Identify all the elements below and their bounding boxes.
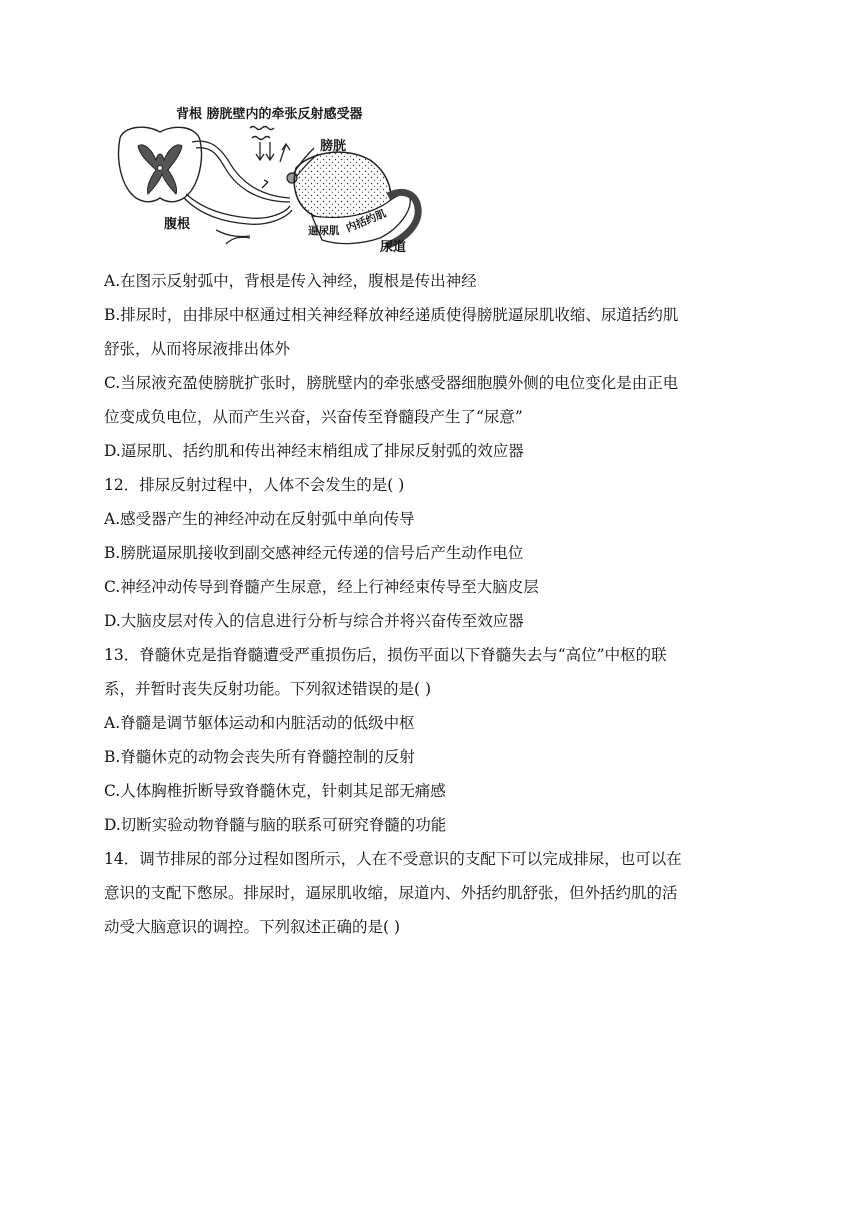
figure-label-bladder: 膀胱 [320, 139, 347, 154]
stimulus-arrows [250, 127, 290, 189]
figure-label-ventral-root: 腹根 [164, 217, 191, 232]
q11-options [104, 264, 754, 468]
q13-stem-line1: 13．脊髓休克是指脊髓遭受严重损伤后，损伤平面以下脊髓失去与“高位”中枢的联 [104, 646, 667, 664]
q13-option-d: D.切断实验动物脊髓与脑的联系可研究脊髓的功能 [104, 816, 447, 834]
figure-label-top: 背根 膀胱壁内的牵张反射感受器 [176, 107, 363, 122]
q12-stem: 12．排尿反射过程中，人体不会发生的是( ) [104, 476, 405, 494]
q14-stem-line3: 动受大脑意识的调控。下列叙述正确的是( ) [104, 918, 401, 936]
q12-option-c: C.神经冲动传导到脊髓产生尿意，经上行神经束传导至大脑皮层 [104, 578, 539, 596]
figure-label-detrusor: 逼尿肌 [308, 225, 340, 237]
figure-label-urethra: 尿道 [380, 240, 407, 255]
q14-stem-line1: 14．调节排尿的部分过程如图所示，人在不受意识的支配下可以完成排尿，也可以在 [104, 850, 682, 868]
q12-option-d: D.大脑皮层对传入的信息进行分析与综合并将兴奋传至效应器 [104, 612, 524, 630]
question-14 [104, 842, 754, 944]
figure-label-sphincter: 内括约肌 [344, 207, 388, 235]
q11-option-d: D.逼尿肌、括约肌和传出神经末梢组成了排尿反射弧的效应器 [104, 442, 524, 460]
q14-stem-line2: 意识的支配下憋尿。排尿时，逼尿肌收缩，尿道内、外括约肌舒张，但外括约肌的活 [104, 884, 678, 902]
q11-option-b-line1: B.排尿时，由排尿中枢通过相关神经释放神经递质使得膀胱逼尿肌收缩、尿道括约肌 [104, 306, 679, 324]
question-12 [104, 468, 754, 638]
q13-option-b: B.脊髓休克的动物会丧失所有脊髓控制的反射 [104, 748, 415, 766]
q11-option-b-line2: 舒张，从而将尿液排出体外 [104, 340, 291, 358]
q12-option-b: B.膀胱逼尿肌接收到副交感神经元传递的信号后产生动作电位 [104, 544, 524, 562]
reflex-arc-figure [100, 98, 430, 260]
question-content [104, 264, 754, 944]
q11-option-c-line1: C.当尿液充盈使膀胱扩张时，膀胱壁内的牵张感受器细胞膜外侧的电位变化是由正电 [104, 374, 679, 392]
q13-stem-line2: 系，并暂时丧失反射功能。下列叙述错误的是( ) [104, 680, 432, 698]
q11-option-a: A.在图示反射弧中，背根是传入神经，腹根是传出神经 [104, 272, 477, 290]
q13-option-a: A.脊髓是调节躯体运动和内脏活动的低级中枢 [104, 714, 415, 732]
q11-option-c-line2: 位变成负电位，从而产生兴奋，兴奋传至脊髓段产生了“尿意” [104, 408, 523, 426]
q12-option-a: A.感受器产生的神经冲动在反射弧中单向传导 [104, 510, 415, 528]
q13-option-c: C.人体胸椎折断导致脊髓休克，针刺其足部无痛感 [104, 782, 446, 800]
question-13 [104, 638, 754, 842]
reflex-arc-diagram [100, 98, 430, 260]
spinal-cord [119, 127, 202, 202]
